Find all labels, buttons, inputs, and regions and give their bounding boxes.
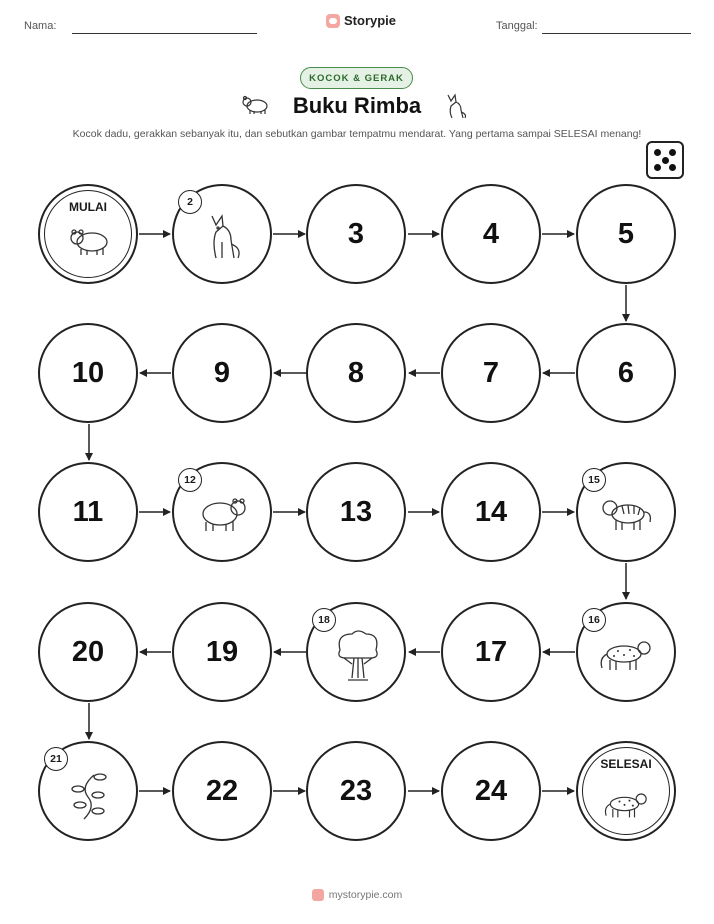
finish-label: SELESAI (600, 757, 652, 771)
board-space-18 (306, 602, 406, 702)
board-space-11 (38, 462, 138, 562)
start-label: MULAI (69, 200, 107, 214)
page-title: Buku Rimba (292, 93, 422, 118)
space-number: 22 (205, 774, 239, 807)
board-space-10 (38, 323, 138, 423)
board-space-9 (172, 323, 272, 423)
board-space-19 (172, 602, 272, 702)
space-number: 11 (72, 495, 104, 528)
space-number: 6 (617, 356, 635, 389)
wolf-icon (204, 212, 244, 262)
footer (0, 889, 714, 901)
date-label: Tanggal: (496, 20, 538, 32)
finish-space (576, 741, 676, 841)
board-space-8 (306, 323, 406, 423)
board-space-2 (172, 184, 272, 284)
space-number-tag: 15 (582, 468, 606, 492)
tiger-icon (600, 494, 654, 534)
board-space-6 (576, 323, 676, 423)
space-number: 10 (71, 356, 105, 389)
space-number: 8 (347, 356, 365, 389)
space-number: 13 (339, 495, 373, 528)
board-space-21 (38, 741, 138, 841)
instructions: Kocok dadu, gerakkan sebanyak itu, dan sebutkan gambar tempatmu mendarat. Yang pertama sampai SELESAI menang! (72, 128, 642, 140)
board-space-17 (441, 602, 541, 702)
board-space-5 (576, 184, 676, 284)
board-space-20 (38, 602, 138, 702)
brand-name: Storypie (344, 13, 397, 28)
space-number: 9 (213, 356, 231, 389)
leopard-icon (598, 636, 656, 672)
board-space-7 (441, 323, 541, 423)
tree-icon (334, 628, 382, 684)
space-number-tag: 2 (178, 190, 202, 214)
board-space-15 (576, 462, 676, 562)
board-space-23 (306, 741, 406, 841)
bear-icon (198, 494, 250, 534)
board-space-13 (306, 462, 406, 562)
space-number: 23 (339, 774, 373, 807)
leopard-icon (602, 789, 652, 819)
space-number: 20 (71, 635, 105, 668)
space-number-tag: 12 (178, 468, 202, 492)
name-label: Nama: (24, 20, 57, 32)
space-number: 7 (482, 356, 500, 389)
board-space-12 (172, 462, 272, 562)
space-number-tag: 18 (312, 608, 336, 632)
space-number: 4 (482, 217, 500, 250)
board-space-14 (441, 462, 541, 562)
start-space (38, 184, 138, 284)
space-number-tag: 21 (44, 747, 68, 771)
board-space-4 (441, 184, 541, 284)
activity-badge: KOCOK & GERAK (300, 67, 413, 89)
bear-icon (68, 226, 112, 258)
space-number: 17 (474, 635, 508, 668)
space-number: 14 (474, 495, 508, 528)
storypie-logo-icon (312, 889, 324, 901)
space-number: 3 (347, 217, 365, 250)
board-space-22 (172, 741, 272, 841)
footer-url[interactable]: mystorypie.com (328, 889, 403, 901)
board-space-16 (576, 602, 676, 702)
board-space-3 (306, 184, 406, 284)
space-number: 5 (617, 217, 635, 250)
vine-icon (70, 769, 110, 821)
space-number: 24 (474, 774, 508, 807)
space-number-tag: 16 (582, 608, 606, 632)
board-space-24 (441, 741, 541, 841)
space-number: 19 (205, 635, 239, 668)
